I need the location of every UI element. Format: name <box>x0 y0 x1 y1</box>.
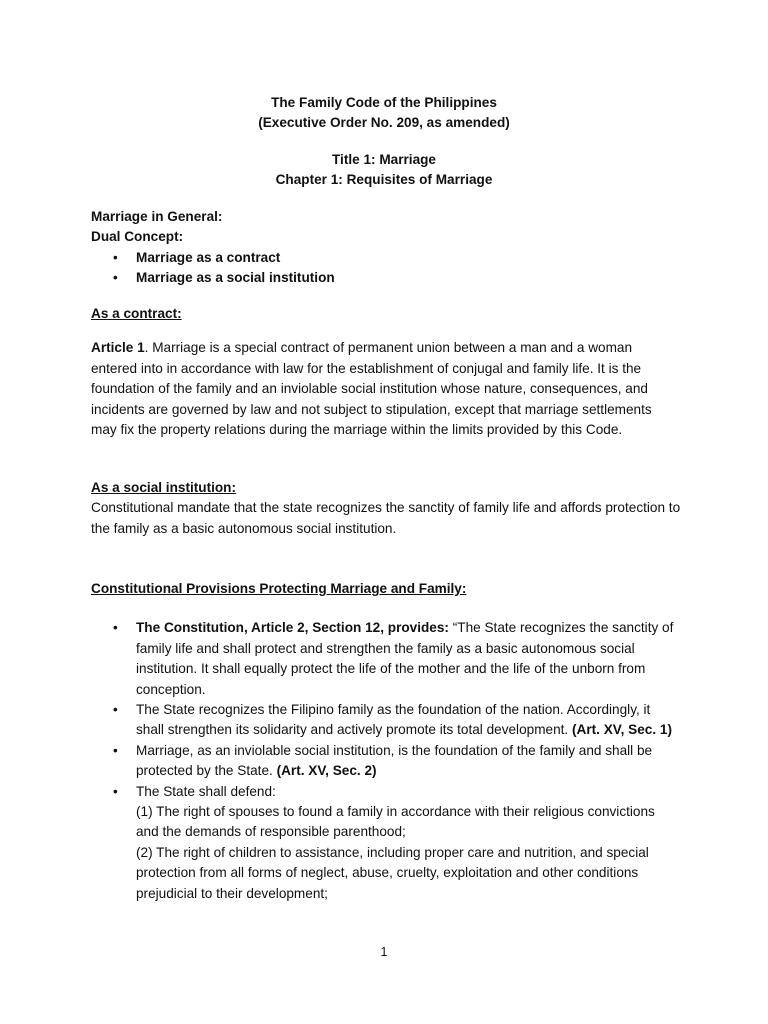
bullet-icon: • <box>113 783 118 799</box>
dual-concept-list <box>91 248 681 289</box>
list-item: • The Constitution, Article 2, Section 12, provides: “The State recognizes the sanctity of family life and shall protect and strengthen the family as a basic autonomous social institution. It shall equally protect the life of the mother and the life of the unborn from conception. <box>113 620 674 697</box>
list-item: • The State shall defend: (1) The right of spouses to found a family in accordance with their religious convictions and the demands of responsible parenthood; (2) The right of children to assistance, including proper care and nutrition, and special protection from all forms of neglect, abuse, cruelty, exploitation and other conditions prejudicial to their development; <box>113 783 655 901</box>
bullet-icon: • <box>113 702 118 718</box>
list-item: • Marriage, as an inviolable social institution, is the foundation of the family and shall be protected by the State. (Art. XV, Sec. 2) <box>113 742 653 779</box>
social-institution-section <box>91 478 681 539</box>
bullet-icon: • <box>113 742 118 758</box>
contract-section <box>91 304 681 440</box>
bullet-icon: • <box>113 620 118 636</box>
article-1-paragraph <box>91 338 681 440</box>
marriage-general-section <box>91 207 681 289</box>
social-institution-heading: As a social institution: <box>91 480 237 495</box>
social-institution-text: Constitutional mandate that the state recognizes the sanctity of family life and affords protection to the family as a basic autonomous social institution. <box>91 500 681 536</box>
provisions-heading: Constitutional Provisions Protecting Marriage and Family: <box>91 581 467 596</box>
title-line-2: (Executive Order No. 209, as amended) <box>258 115 510 131</box>
document-title <box>0 93 768 134</box>
provisions-list <box>91 618 681 904</box>
dual-concept-heading: Dual Concept: <box>91 229 184 245</box>
title-line-1: The Family Code of the Philippines <box>271 95 497 110</box>
bullet-icon: • <box>113 249 118 265</box>
list-item: • The State recognizes the Filipino family as the foundation of the nation. Accordingly, it shall strengthen its solidarity and actively promote its total development. (Art. XV, Sec. 1) <box>113 702 672 738</box>
page-number: 1 <box>380 945 388 959</box>
bullet-icon: • <box>113 270 118 286</box>
article-1-text: . Marriage is a special contract of permanent union between a man and a woman entered into in accordance with law for the establishment of conjugal and family life. It is the foundation of the family and an inviolable social institution whose nature, consequences, and incidents are governed by law and not subject to stipulation, except that marriage settlements may fix the property relations during the marriage within the limits provided by this Code. <box>91 340 652 438</box>
title-line-4: Chapter 1: Requisites of Marriage <box>275 172 493 188</box>
list-item: • Marriage as a contract <box>91 248 681 268</box>
provisions-section <box>91 579 681 904</box>
contract-heading: As a contract: <box>91 306 182 321</box>
title-line-3: Title 1: Marriage <box>331 152 436 167</box>
list-item: • Marriage as a social institution <box>91 268 681 288</box>
marriage-general-heading: Marriage in General: <box>91 209 223 224</box>
article-1-label: Article 1 <box>91 340 145 356</box>
document-subtitle <box>0 150 768 191</box>
